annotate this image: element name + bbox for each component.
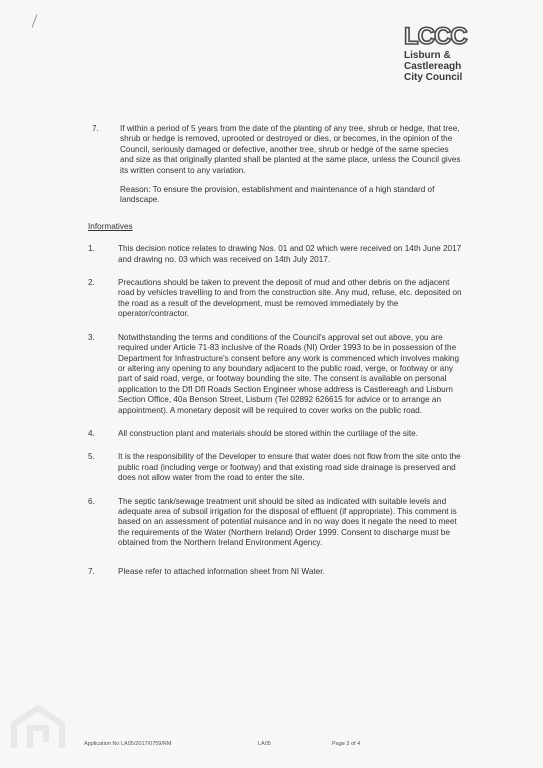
informative-number: 1. [88, 244, 95, 254]
page-footer [84, 741, 464, 747]
informative-item [88, 452, 463, 483]
application-number: Application No LA05/2017/0759/RM [84, 741, 172, 747]
condition-number: 7. [92, 124, 99, 133]
pen-mark [32, 14, 38, 27]
informative-number: 7. [88, 566, 95, 576]
lccc-logo-icon [404, 24, 476, 48]
informative-text: Notwithstanding the terms and conditions of the Council's approval set out above, you are required under Article 71-83 inclusive of the Roads (NI) Order 1993 to be in possession of the Department for Infrastructure's consent before any work is commenced which involves making or altering any opening to any boundary adjacent to the public road, verge, or footway or any part of said road, verge, or footway bounding the site. The consent is available on personal application to the DfI DfI Roads Section Engineer whose address is Castlereagh and Lisburn Section Office, 40a Benson Street, Lisburn (Tel 02892 626615 for advice or to arrange an appointment). A monetary deposit will be required to cover works on the public road. [118, 332, 460, 415]
svg-text:LCCC: LCCC [404, 24, 467, 48]
condition-reason: Reason: To ensure the provision, establishment and maintenance of a high standard of landscape. [120, 185, 435, 205]
informative-number: 3. [88, 332, 95, 342]
informative-text: Please refer to attached information sheet from NI Water. [118, 566, 325, 576]
footer-code: LA05 [258, 741, 271, 747]
informative-item [88, 429, 463, 439]
informative-text: This decision notice relates to drawing Nos. 01 and 02 which were received on 14th June 2017 and drawing no. 03 which was received on 14th July 2017. [118, 244, 462, 264]
informative-text: The septic tank/sewage treatment unit should be sited as indicated with suitable levels and adequate area of subsoil irrigation for the disposal of effluent (if appropriate). This comment is based on an assessment of potential nuisance and in no way does it negate the need to meet the requirements of the Water (Northern Ireland) Order 1999. Consent to discharge must be obtained from the Northern Ireland Environment Agency. [118, 496, 457, 548]
informative-number: 5. [88, 452, 95, 462]
informative-item [88, 278, 463, 320]
page-number: Page 3 of 4 [332, 741, 361, 747]
informative-text: Precautions should be taken to prevent the deposit of mud and other debris on the adjacent road by vehicles travelling to and from the construction site. Any mud, refuse, etc. deposited on the road as a result of the development, must be removed immediately by the operator/contractor. [118, 278, 462, 319]
informatives-heading: Informatives [88, 221, 133, 231]
document-body [88, 124, 463, 590]
informative-number: 4. [88, 428, 95, 438]
condition-7 [88, 124, 463, 206]
informative-number: 2. [88, 278, 95, 288]
informative-item [88, 333, 463, 416]
watermark-house-icon [8, 702, 68, 754]
informative-text: All construction plant and materials should be stored within the curtilage of the site. [118, 428, 418, 438]
informative-item [88, 244, 463, 265]
council-name [404, 50, 524, 83]
council-name-line: Lisburn & [404, 50, 451, 61]
informative-item [88, 497, 463, 549]
informative-item [88, 567, 463, 577]
council-name-line: City Council [404, 72, 463, 83]
condition-text: If within a period of 5 years from the date of the planting of any tree, shrub or hedge, that tree, shrub or hedge is removed, uprooted or destroyed or dies, or becomes, in the opinion of the Council, seriously damaged or defective, another tree, shrub or hedge of the same species and size as that originally planted shall be planted at the same place, unless the Council gives its written consent to any variation. [120, 124, 461, 175]
informative-text: It is the responsibility of the Developer to ensure that water does not flow from the site onto the public road (including verge or footway) and that existing road side drainage is preserved and does not allow water from the road to enter the site. [118, 452, 461, 483]
council-name-line: Castlereagh [404, 61, 462, 72]
informative-number: 6. [88, 496, 95, 506]
council-logo [404, 24, 524, 83]
